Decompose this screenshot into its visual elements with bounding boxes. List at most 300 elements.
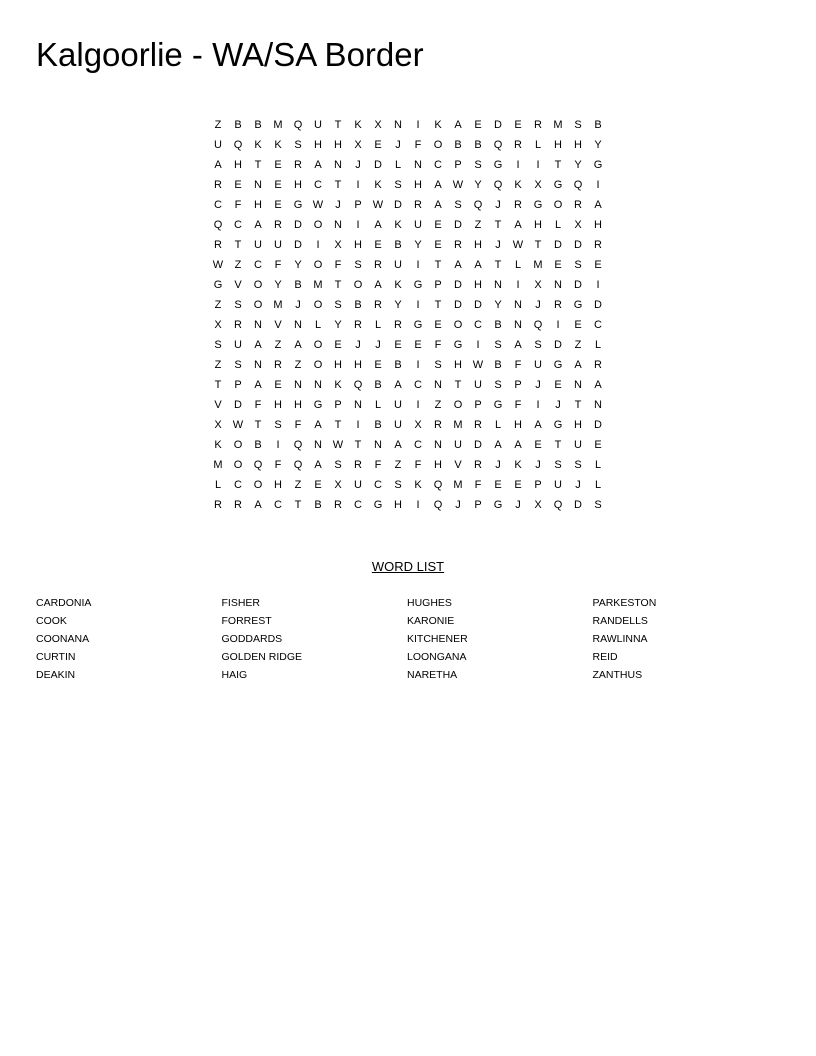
grid-letter: A bbox=[374, 219, 382, 231]
grid-letter: O bbox=[553, 199, 563, 211]
grid-letter: B bbox=[454, 139, 462, 151]
grid-letter: U bbox=[554, 479, 562, 491]
grid-letter: G bbox=[373, 499, 383, 511]
grid-letter: U bbox=[234, 339, 242, 351]
grid-letter: R bbox=[534, 119, 542, 131]
grid-letter: G bbox=[493, 499, 503, 511]
grid-letter: U bbox=[274, 239, 282, 251]
grid-letter: G bbox=[553, 359, 563, 371]
grid-letter: F bbox=[374, 459, 382, 471]
grid-letter: O bbox=[353, 279, 363, 291]
grid-letter: X bbox=[574, 219, 582, 231]
grid-letter: P bbox=[454, 159, 462, 171]
grid-letter: T bbox=[254, 159, 262, 171]
grid-letter: F bbox=[274, 259, 282, 271]
grid-letter: T bbox=[554, 439, 562, 451]
grid-letter: H bbox=[274, 399, 282, 411]
grid-letter: E bbox=[394, 339, 402, 351]
grid-letter: R bbox=[514, 139, 522, 151]
grid-letter: O bbox=[253, 279, 263, 291]
grid-letter: L bbox=[374, 399, 382, 411]
grid-letter: S bbox=[234, 359, 242, 371]
grid-letter: E bbox=[274, 179, 282, 191]
grid-letter: W bbox=[452, 179, 464, 191]
grid-letter: F bbox=[514, 359, 522, 371]
grid-letter: Q bbox=[573, 179, 583, 191]
grid-letter: Q bbox=[293, 459, 303, 471]
grid-letter: L bbox=[394, 159, 402, 171]
grid-letter: Z bbox=[214, 119, 222, 131]
grid-letter: W bbox=[212, 259, 224, 271]
grid-letter: Q bbox=[533, 319, 543, 331]
grid-letter: B bbox=[294, 279, 302, 291]
grid-letter: S bbox=[574, 259, 582, 271]
grid-letter: N bbox=[554, 279, 562, 291]
word-list-item: LOONGANA bbox=[407, 651, 467, 663]
grid-letter: D bbox=[294, 219, 302, 231]
grid-letter: A bbox=[394, 439, 402, 451]
grid-letter: W bbox=[372, 199, 384, 211]
grid-letter: R bbox=[214, 239, 222, 251]
grid-letter: J bbox=[555, 399, 561, 411]
grid-letter: J bbox=[395, 139, 401, 151]
grid-letter: D bbox=[234, 399, 242, 411]
grid-letter: S bbox=[234, 299, 242, 311]
grid-letter: E bbox=[594, 259, 602, 271]
word-list-item: GOLDEN RIDGE bbox=[221, 651, 303, 663]
grid-letter: T bbox=[454, 379, 462, 391]
grid-letter: I bbox=[416, 499, 420, 511]
grid-letter: C bbox=[414, 439, 422, 451]
grid-letter: K bbox=[394, 219, 402, 231]
grid-letter: T bbox=[214, 379, 222, 391]
grid-letter: J bbox=[535, 459, 541, 471]
grid-letter: T bbox=[334, 279, 342, 291]
grid-letter: Y bbox=[274, 279, 282, 291]
word-list bbox=[36, 594, 778, 684]
grid-letter: R bbox=[434, 419, 442, 431]
grid-letter: E bbox=[274, 379, 282, 391]
grid-letter: E bbox=[514, 119, 522, 131]
grid-letter: A bbox=[514, 439, 522, 451]
word-list-item: REID bbox=[592, 651, 618, 663]
grid-letter: Q bbox=[493, 139, 503, 151]
grid-letter: J bbox=[495, 199, 501, 211]
grid-letter: A bbox=[534, 419, 542, 431]
grid-letter: S bbox=[594, 499, 602, 511]
grid-letter: U bbox=[214, 139, 222, 151]
grid-letter: C bbox=[594, 319, 602, 331]
grid-letter: H bbox=[314, 139, 322, 151]
grid-letter: D bbox=[474, 439, 482, 451]
grid-letter: R bbox=[474, 419, 482, 431]
word-list-item: FISHER bbox=[221, 597, 261, 609]
word-list-column bbox=[407, 594, 593, 684]
grid-letter: E bbox=[434, 239, 442, 251]
grid-letter: J bbox=[495, 239, 501, 251]
grid-letter: E bbox=[434, 319, 442, 331]
grid-letter: C bbox=[434, 159, 442, 171]
grid-letter: I bbox=[316, 239, 320, 251]
grid-letter: F bbox=[234, 199, 242, 211]
grid-letter: I bbox=[356, 219, 360, 231]
grid-letter: A bbox=[434, 179, 442, 191]
grid-letter: B bbox=[594, 119, 602, 131]
grid-letter: R bbox=[214, 499, 222, 511]
grid-letter: O bbox=[233, 459, 243, 471]
grid-letter: D bbox=[494, 119, 502, 131]
grid-letter: X bbox=[534, 279, 542, 291]
grid-letter: Q bbox=[293, 439, 303, 451]
grid-letter: S bbox=[574, 119, 582, 131]
word-list-item: PARKESTON bbox=[592, 597, 657, 609]
grid-letter: N bbox=[574, 379, 582, 391]
grid-letter: G bbox=[453, 339, 463, 351]
grid-letter: R bbox=[214, 179, 222, 191]
grid-letter: R bbox=[374, 299, 382, 311]
grid-letter: T bbox=[334, 119, 342, 131]
grid-letter: F bbox=[434, 339, 442, 351]
grid-letter: A bbox=[594, 199, 602, 211]
grid-letter: T bbox=[554, 159, 562, 171]
grid-letter: J bbox=[295, 299, 301, 311]
grid-letter: Q bbox=[233, 139, 243, 151]
grid-letter: I bbox=[596, 179, 600, 191]
word-list-item: GODDARDS bbox=[221, 633, 283, 645]
grid-letter: A bbox=[514, 219, 522, 231]
grid-letter: X bbox=[534, 179, 542, 191]
grid-letter: E bbox=[274, 159, 282, 171]
grid-letter: C bbox=[474, 319, 482, 331]
grid-letter: C bbox=[274, 499, 282, 511]
grid-letter: A bbox=[254, 499, 262, 511]
grid-letter: N bbox=[294, 319, 302, 331]
word-list-column bbox=[593, 594, 779, 684]
grid-letter: D bbox=[574, 239, 582, 251]
grid-letter: D bbox=[594, 419, 602, 431]
grid-letter: M bbox=[453, 479, 463, 491]
grid-letter: A bbox=[254, 339, 262, 351]
grid-letter: W bbox=[232, 419, 244, 431]
grid-letter: P bbox=[434, 279, 442, 291]
grid-letter: H bbox=[334, 139, 342, 151]
grid-letter: D bbox=[594, 299, 602, 311]
page-title: Kalgoorlie - WA/SA Border bbox=[36, 36, 424, 73]
grid-letter: A bbox=[514, 339, 522, 351]
grid-letter: P bbox=[354, 199, 362, 211]
grid-letter: F bbox=[474, 479, 482, 491]
grid-letter: R bbox=[354, 459, 362, 471]
grid-letter: R bbox=[574, 199, 582, 211]
grid-letter: N bbox=[514, 319, 522, 331]
grid-letter: I bbox=[536, 159, 540, 171]
grid-letter: A bbox=[474, 259, 482, 271]
grid-letter: H bbox=[294, 179, 302, 191]
grid-letter: T bbox=[254, 419, 262, 431]
grid-letter: A bbox=[574, 359, 582, 371]
grid-letter: E bbox=[434, 219, 442, 231]
grid-letter: M bbox=[273, 299, 283, 311]
grid-letter: T bbox=[494, 219, 502, 231]
grid-letter: G bbox=[313, 399, 323, 411]
grid-letter: X bbox=[214, 319, 222, 331]
grid-letter: H bbox=[474, 239, 482, 251]
word-list-item: HAIG bbox=[221, 669, 248, 681]
word-list-item: COONANA bbox=[36, 633, 90, 645]
grid-letter: L bbox=[594, 459, 602, 471]
grid-letter: K bbox=[434, 119, 442, 131]
word-list-item: KARONIE bbox=[407, 615, 455, 627]
grid-letter: N bbox=[254, 319, 262, 331]
grid-letter: D bbox=[474, 299, 482, 311]
grid-letter: Z bbox=[214, 359, 222, 371]
grid-letter: R bbox=[234, 499, 242, 511]
grid-letter: R bbox=[394, 319, 402, 331]
grid-letter: E bbox=[314, 479, 322, 491]
grid-letter: G bbox=[573, 299, 583, 311]
grid-letter: U bbox=[474, 379, 482, 391]
grid-letter: I bbox=[556, 319, 560, 331]
word-list-item: HUGHES bbox=[407, 597, 452, 609]
grid-letter: N bbox=[254, 359, 262, 371]
grid-letter: Z bbox=[434, 399, 442, 411]
grid-letter: M bbox=[313, 279, 323, 291]
grid-letter: A bbox=[254, 379, 262, 391]
grid-letter: H bbox=[354, 239, 362, 251]
grid-letter: J bbox=[515, 499, 521, 511]
grid-letter: J bbox=[495, 459, 501, 471]
grid-letter: N bbox=[354, 399, 362, 411]
grid-letter: Q bbox=[433, 499, 443, 511]
grid-letter: A bbox=[594, 379, 602, 391]
grid-letter: S bbox=[394, 179, 402, 191]
grid-letter: O bbox=[253, 299, 263, 311]
word-list-column bbox=[222, 594, 408, 684]
grid-letter: V bbox=[274, 319, 282, 331]
grid-letter: N bbox=[294, 379, 302, 391]
grid-letter: B bbox=[234, 119, 242, 131]
grid-letter: X bbox=[374, 119, 382, 131]
grid-letter: C bbox=[234, 219, 242, 231]
grid-letter: H bbox=[514, 419, 522, 431]
grid-letter: E bbox=[554, 259, 562, 271]
grid-letter: S bbox=[494, 339, 502, 351]
grid-letter: O bbox=[233, 439, 243, 451]
grid-letter: Y bbox=[494, 299, 502, 311]
grid-letter: U bbox=[254, 239, 262, 251]
grid-letter: C bbox=[234, 479, 242, 491]
grid-letter: Y bbox=[294, 259, 302, 271]
grid-letter: F bbox=[414, 459, 422, 471]
grid-letter: H bbox=[554, 139, 562, 151]
grid-letter: H bbox=[234, 159, 242, 171]
grid-letter: I bbox=[276, 439, 280, 451]
grid-letter: F bbox=[334, 259, 342, 271]
grid-letter: B bbox=[394, 239, 402, 251]
grid-letter: C bbox=[254, 259, 262, 271]
grid-letter: R bbox=[374, 259, 382, 271]
grid-letter: I bbox=[416, 299, 420, 311]
grid-letter: D bbox=[574, 279, 582, 291]
grid-letter: S bbox=[454, 199, 462, 211]
grid-letter: G bbox=[413, 319, 423, 331]
grid-letter: C bbox=[414, 379, 422, 391]
word-list-item: KITCHENER bbox=[407, 633, 468, 645]
grid-letter: A bbox=[314, 459, 322, 471]
grid-letter: H bbox=[274, 479, 282, 491]
grid-letter: K bbox=[414, 479, 422, 491]
grid-letter: G bbox=[593, 159, 603, 171]
grid-letter: H bbox=[354, 359, 362, 371]
grid-letter: D bbox=[454, 299, 462, 311]
grid-letter: K bbox=[354, 119, 362, 131]
grid-letter: X bbox=[214, 419, 222, 431]
grid-letter: R bbox=[474, 459, 482, 471]
grid-letter: A bbox=[454, 119, 462, 131]
grid-letter: U bbox=[394, 399, 402, 411]
grid-letter: N bbox=[254, 179, 262, 191]
grid-letter: J bbox=[455, 499, 461, 511]
grid-letter: E bbox=[474, 119, 482, 131]
grid-letter: D bbox=[294, 239, 302, 251]
grid-letter: D bbox=[554, 239, 562, 251]
grid-letter: I bbox=[516, 159, 520, 171]
grid-letter: Q bbox=[213, 219, 223, 231]
grid-letter: T bbox=[354, 439, 362, 451]
grid-letter: S bbox=[474, 159, 482, 171]
grid-letter: R bbox=[234, 319, 242, 331]
grid-letter: A bbox=[394, 379, 402, 391]
grid-letter: P bbox=[474, 399, 482, 411]
grid-letter: R bbox=[554, 299, 562, 311]
grid-letter: J bbox=[575, 479, 581, 491]
grid-letter: B bbox=[494, 319, 502, 331]
grid-letter: K bbox=[514, 179, 522, 191]
grid-letter: H bbox=[454, 359, 462, 371]
grid-letter: O bbox=[313, 299, 323, 311]
grid-letter: N bbox=[434, 439, 442, 451]
grid-letter: Z bbox=[574, 339, 582, 351]
grid-letter: L bbox=[214, 479, 222, 491]
word-list-heading: WORD LIST bbox=[371, 559, 445, 574]
grid-letter: R bbox=[414, 199, 422, 211]
grid-letter: L bbox=[594, 479, 602, 491]
grid-letter: E bbox=[494, 479, 502, 491]
grid-letter: L bbox=[594, 339, 602, 351]
grid-letter: G bbox=[553, 179, 563, 191]
grid-letter: Q bbox=[553, 499, 563, 511]
grid-letter: V bbox=[234, 279, 242, 291]
grid-letter: J bbox=[535, 379, 541, 391]
grid-letter: B bbox=[474, 139, 482, 151]
grid-letter: M bbox=[453, 419, 463, 431]
grid-letter: N bbox=[514, 299, 522, 311]
grid-letter: G bbox=[413, 279, 423, 291]
grid-letter: W bbox=[332, 439, 344, 451]
grid-letter: M bbox=[553, 119, 563, 131]
grid-letter: B bbox=[374, 379, 382, 391]
grid-letter: K bbox=[394, 279, 402, 291]
grid-letter: F bbox=[514, 399, 522, 411]
grid-letter: H bbox=[434, 459, 442, 471]
grid-letter: Z bbox=[294, 479, 302, 491]
grid-letter: A bbox=[254, 219, 262, 231]
grid-letter: W bbox=[472, 359, 484, 371]
grid-letter: E bbox=[534, 439, 542, 451]
grid-letter: J bbox=[355, 159, 361, 171]
grid-letter: Z bbox=[274, 339, 282, 351]
grid-letter: N bbox=[374, 439, 382, 451]
grid-letter: N bbox=[314, 439, 322, 451]
grid-letter: T bbox=[434, 299, 442, 311]
grid-letter: E bbox=[514, 479, 522, 491]
grid-letter: L bbox=[374, 319, 382, 331]
grid-letter: P bbox=[514, 379, 522, 391]
grid-letter: G bbox=[553, 419, 563, 431]
grid-letter: V bbox=[454, 459, 462, 471]
grid-letter: Y bbox=[574, 159, 582, 171]
grid-letter: Y bbox=[414, 239, 422, 251]
grid-letter: G bbox=[493, 399, 503, 411]
grid-letter: E bbox=[374, 359, 382, 371]
grid-letter: R bbox=[274, 359, 282, 371]
grid-letter: R bbox=[594, 359, 602, 371]
grid-letter: N bbox=[394, 119, 402, 131]
grid-letter: D bbox=[454, 219, 462, 231]
grid-letter: R bbox=[334, 499, 342, 511]
grid-letter: R bbox=[454, 239, 462, 251]
grid-letter: I bbox=[416, 399, 420, 411]
grid-letter: G bbox=[493, 159, 503, 171]
grid-letter: U bbox=[534, 359, 542, 371]
grid-letter: B bbox=[394, 359, 402, 371]
grid-letter: Z bbox=[474, 219, 482, 231]
grid-letter: H bbox=[574, 139, 582, 151]
grid-letter: K bbox=[374, 179, 382, 191]
word-list-item: CARDONIA bbox=[36, 597, 92, 609]
grid-letter: I bbox=[416, 259, 420, 271]
grid-letter: S bbox=[494, 379, 502, 391]
grid-letter: E bbox=[334, 339, 342, 351]
word-list-item: ZANTHUS bbox=[592, 669, 643, 681]
grid-letter: O bbox=[253, 479, 263, 491]
grid-letter: F bbox=[274, 459, 282, 471]
grid-letter: N bbox=[414, 159, 422, 171]
grid-letter: Q bbox=[253, 459, 263, 471]
grid-letter: A bbox=[294, 339, 302, 351]
grid-letter: N bbox=[334, 159, 342, 171]
grid-letter: S bbox=[434, 359, 442, 371]
grid-letter: M bbox=[533, 259, 543, 271]
grid-letter: E bbox=[414, 339, 422, 351]
grid-letter: H bbox=[254, 199, 262, 211]
grid-letter: A bbox=[214, 159, 222, 171]
grid-letter: J bbox=[535, 299, 541, 311]
word-list-item: COOK bbox=[36, 615, 67, 627]
grid-letter: W bbox=[512, 239, 524, 251]
word-list-item: RANDELLS bbox=[592, 615, 648, 627]
grid-letter: E bbox=[274, 199, 282, 211]
word-list-column bbox=[36, 594, 222, 684]
grid-letter: U bbox=[394, 419, 402, 431]
grid-letter: H bbox=[334, 359, 342, 371]
grid-letter: Z bbox=[294, 359, 302, 371]
grid-letter: L bbox=[514, 259, 522, 271]
grid-letter: T bbox=[334, 419, 342, 431]
grid-letter: E bbox=[594, 439, 602, 451]
grid-letter: P bbox=[534, 479, 542, 491]
grid-letter: U bbox=[314, 119, 322, 131]
